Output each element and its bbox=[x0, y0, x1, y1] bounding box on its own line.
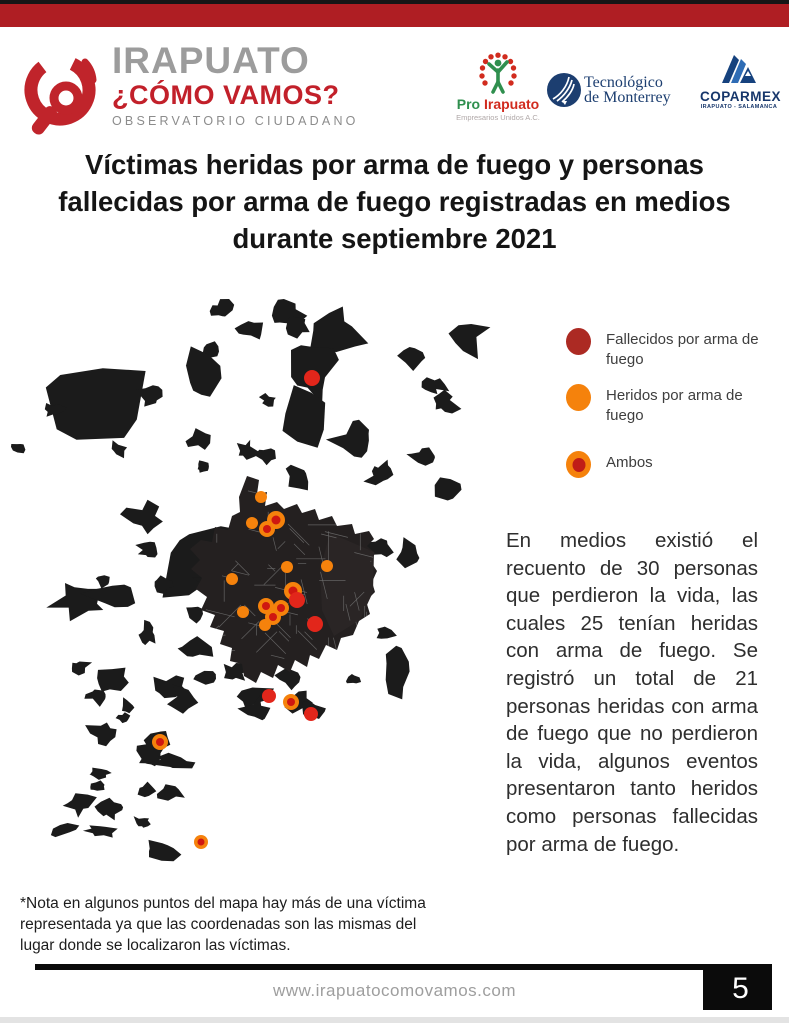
brand-tagline: OBSERVATORIO CIUDADANO bbox=[112, 114, 359, 128]
coparmex-subtext: IRAPUATO - SALAMANCA bbox=[700, 104, 778, 110]
legend-marker-fallecidos bbox=[566, 328, 591, 355]
street-line bbox=[370, 628, 378, 660]
locality-blob bbox=[84, 690, 105, 707]
page-title: Víctimas heridas por arma de fuego y personas fallecidas por arma de fuego registradas en medios durante septiembre 2021 bbox=[58, 149, 731, 254]
locality-blob bbox=[112, 440, 127, 458]
locality-blob bbox=[83, 825, 118, 837]
locality-blob bbox=[326, 420, 369, 458]
map-point-ambos bbox=[194, 835, 208, 849]
brand-title: IRAPUATO bbox=[112, 40, 310, 81]
irapuato-map bbox=[0, 270, 510, 895]
page-number: 5 bbox=[732, 971, 749, 1005]
street-line bbox=[323, 655, 342, 674]
locality-blob bbox=[286, 465, 309, 491]
pro-irapuato-logo bbox=[443, 52, 553, 122]
map-point-orange bbox=[246, 517, 258, 529]
locality-blob bbox=[116, 712, 131, 723]
map-point-orange bbox=[321, 560, 333, 572]
person-sunburst-icon bbox=[468, 52, 528, 94]
locality-blob bbox=[198, 460, 209, 472]
map-point-orange bbox=[226, 573, 238, 585]
legend-label: Heridos por arma de fuego bbox=[606, 387, 743, 424]
street-line bbox=[353, 495, 361, 497]
website-url: www.irapuatocomovamos.com bbox=[272, 981, 517, 1000]
locality-blob bbox=[274, 668, 300, 690]
locality-blob bbox=[259, 393, 276, 407]
map-point-orange bbox=[255, 491, 267, 503]
locality-blob bbox=[193, 671, 216, 685]
map-point-red bbox=[289, 592, 305, 608]
locality-blob bbox=[435, 477, 462, 500]
locality-blob bbox=[120, 500, 163, 535]
locality-blob bbox=[406, 447, 435, 465]
locality-blob bbox=[90, 780, 104, 790]
street-line bbox=[364, 520, 384, 525]
street-line bbox=[378, 573, 398, 593]
locality-blob bbox=[186, 607, 203, 624]
locality-blob bbox=[97, 668, 129, 692]
footer-rule bbox=[35, 964, 772, 970]
coparmex-name: COPARMEX bbox=[700, 89, 782, 104]
page-bottom-edge bbox=[0, 1017, 789, 1023]
locality-blob bbox=[237, 440, 259, 460]
locality-blob bbox=[96, 575, 110, 588]
locality-blob bbox=[122, 697, 134, 713]
legend-marker-heridos bbox=[566, 384, 591, 411]
locality-blob bbox=[386, 646, 410, 700]
map-footnote: *Nota en algunos puntos del mapa hay más de una víctima representada ya que las coordenadas son las mismas del lugar donde se localizaron las víctimas. bbox=[20, 895, 426, 954]
locality-blob bbox=[85, 723, 117, 747]
locality-blob bbox=[46, 368, 146, 440]
legend-item-ambos bbox=[566, 451, 764, 478]
street-line bbox=[382, 644, 386, 660]
locality-blob bbox=[377, 627, 397, 639]
locality-blob bbox=[449, 324, 491, 359]
coparmex-logo bbox=[700, 53, 782, 110]
tec-circle-icon bbox=[546, 72, 582, 108]
map-point-red bbox=[304, 370, 320, 386]
locality-blob bbox=[286, 317, 310, 339]
map-point-orange bbox=[237, 606, 249, 618]
pro-irapuato-subtext: Empresarios Unidos A.C. bbox=[456, 113, 540, 122]
street-line bbox=[194, 630, 209, 634]
locality-blob bbox=[46, 583, 104, 621]
locality-blob bbox=[363, 460, 393, 486]
street-line bbox=[335, 659, 351, 663]
locality-blob bbox=[186, 428, 211, 450]
locality-blob bbox=[139, 620, 156, 645]
map-point-red bbox=[262, 689, 276, 703]
locality-blob bbox=[63, 793, 97, 818]
map-point-ambos bbox=[152, 734, 168, 750]
locality-blob bbox=[11, 444, 25, 453]
mountain-icon bbox=[718, 53, 760, 87]
locality-blob bbox=[434, 390, 462, 414]
brand-subtitle: ¿CÓMO VAMOS? bbox=[112, 80, 340, 110]
icv-logo bbox=[22, 40, 362, 140]
locality-blob bbox=[396, 537, 419, 568]
locality-blob bbox=[134, 816, 151, 828]
pro-irapuato-name: Pro Irapuato bbox=[456, 96, 540, 112]
street-line bbox=[309, 492, 311, 501]
legend-marker-inner bbox=[572, 458, 585, 472]
locality-blob bbox=[310, 307, 368, 353]
street-line bbox=[321, 491, 342, 512]
top-accent-bar bbox=[0, 0, 789, 27]
icv-circle-icon bbox=[22, 42, 104, 140]
legend-item-heridos bbox=[566, 384, 764, 425]
locality-blob bbox=[72, 662, 92, 676]
street-line bbox=[338, 511, 347, 513]
map-point-orange bbox=[259, 619, 271, 631]
locality-blob bbox=[157, 784, 185, 801]
tec-de-monterrey-logo bbox=[546, 72, 676, 113]
legend-marker-ambos bbox=[566, 451, 591, 478]
locality-blob bbox=[210, 299, 235, 317]
locality-blob bbox=[254, 448, 276, 465]
locality-blob bbox=[138, 782, 157, 798]
locality-blob bbox=[90, 768, 112, 780]
map-point-orange bbox=[281, 561, 293, 573]
map-point-red bbox=[304, 707, 318, 721]
map-point-ambos bbox=[283, 694, 299, 710]
locality-blob bbox=[397, 347, 425, 371]
legend-label: Fallecidos por arma de fuego bbox=[606, 331, 759, 368]
map-point-red bbox=[307, 616, 323, 632]
map-point-ambos bbox=[259, 521, 275, 537]
locality-blob bbox=[135, 542, 157, 558]
locality-blob bbox=[235, 321, 264, 339]
tec-wordmark: Tecnológico de Monterrey bbox=[584, 74, 671, 106]
locality-blob bbox=[346, 674, 361, 683]
legend-label: Ambos bbox=[606, 454, 653, 471]
locality-blob bbox=[149, 840, 182, 861]
body-paragraph: En medios existió el recuento de 30 personas que perdieron la vida, las cuales 25 tenían heridas con arma de fuego. Se registró un total de 21 personas heridas con arma de fuego que no perdieron la vida, algunos eventos presentaron tanto heridos como personas fallecidas por arma de fuego. bbox=[506, 529, 758, 856]
locality-blob bbox=[51, 823, 79, 837]
locality-blob bbox=[95, 798, 124, 821]
legend-item-fallecidos bbox=[566, 328, 764, 369]
locality-blob bbox=[178, 636, 214, 657]
